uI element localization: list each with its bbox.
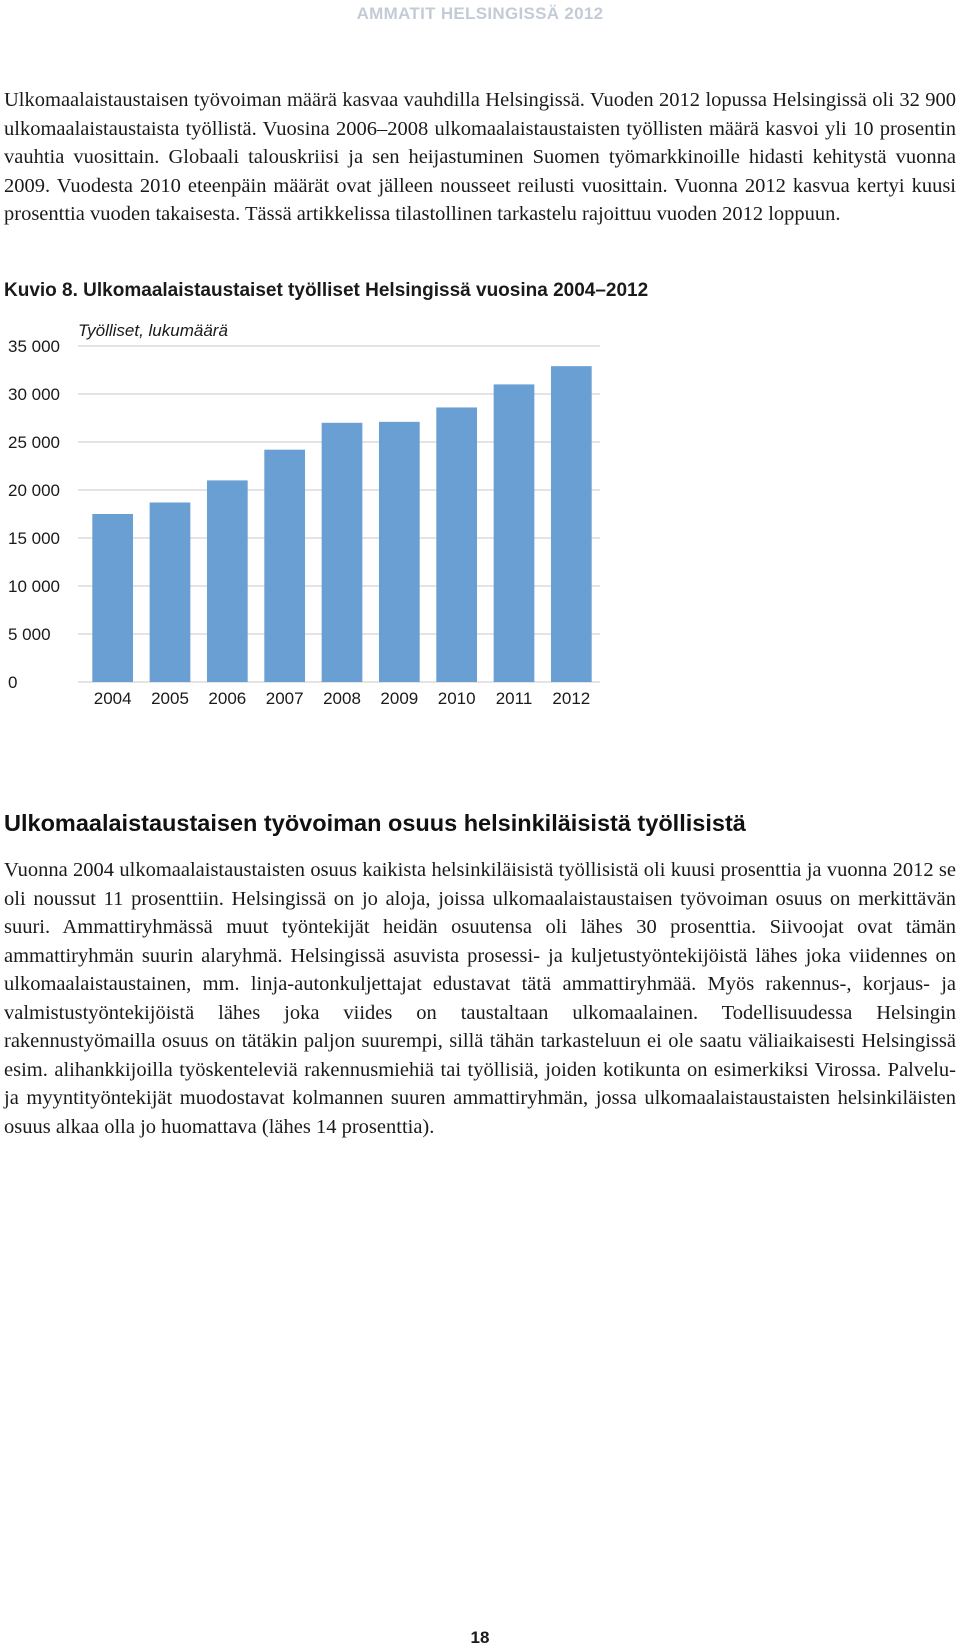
chart-y-tick-label: 15 000 xyxy=(8,529,60,548)
chart-y-tick-label: 25 000 xyxy=(8,433,60,452)
chart-x-tick-label: 2007 xyxy=(265,689,304,708)
page-number: 18 xyxy=(470,1628,490,1647)
chart-y-tick-label: 30 000 xyxy=(8,385,60,404)
chart-y-tick-label: 5 000 xyxy=(8,625,51,644)
bar-chart xyxy=(0,316,640,736)
chart-bar xyxy=(551,366,592,682)
chart-bar xyxy=(322,423,363,682)
chart-x-tick-label: 2012 xyxy=(552,689,591,708)
chart-x-tick-labels xyxy=(94,689,590,708)
chart-y-tick-labels xyxy=(8,337,60,692)
running-header: AMMATIT HELSINGISSÄ 2012 xyxy=(356,4,604,23)
figure-caption: Kuvio 8. Ulkomaalaistaustaiset työlliset Helsingissä vuosina 2004–2012 xyxy=(4,280,649,301)
chart-x-tick-label: 2010 xyxy=(437,689,476,708)
chart-bar xyxy=(207,480,248,682)
chart-bar xyxy=(92,514,133,682)
chart-bar xyxy=(150,502,191,682)
chart-x-tick-label: 2011 xyxy=(495,689,533,708)
section-heading: Ulkomaalaistaustaisen työvoiman osuus helsinkiläisistä työllisistä xyxy=(4,810,746,836)
chart-x-tick-label: 2008 xyxy=(323,689,361,708)
chart-y-tick-label: 20 000 xyxy=(8,481,60,500)
chart-bar xyxy=(379,422,420,682)
chart-y-tick-label: 0 xyxy=(8,673,18,692)
chart-y-tick-label: 10 000 xyxy=(8,577,60,596)
chart-y-axis-label: Työlliset, lukumäärä xyxy=(78,321,228,340)
chart-bar xyxy=(264,450,305,682)
chart-x-tick-label: 2004 xyxy=(93,689,132,708)
body-paragraph: Vuonna 2004 ulkomaalaistaustaisten osuus kaikista helsinkiläisistä työllisistä oli kuusi prosenttia ja vuonna 2012 se oli noussut 11 prosenttiin. Helsingissä on jo aloja, joissa ulkomaalaistaustaisen työvoiman osuus on merkittävän suuri. Ammattiryhmässä muut työntekijät heidän osuutensa oli lähes 30 prosenttia. Siivoojat ovat tämän ammattiryhmän suurin alaryhmä. Helsingissä asuvista prosessi- ja kuljetustyöntekijöistä lähes joka viidennes on ulkomaalaistaustainen, mm. linja-autonkuljettajat edustavat tätä ammattiryhmää. Myös rakennus-, korjaus- ja valmistustyöntekijöistä lähes joka viides on taustaltaan ulkomaalainen. Todellisuudessa Helsingin rakennustyömailla osuus on tätäkin paljon suurempi, sillä tähän tarkasteluun ei ole saatu väliaikaisesti Helsingissä esim. alihankkijoilla työskenteleviä rakennusmiehiä tai työllisiä, joiden kotikunta on esimerkiksi Virossa. Palvelu- ja myyntityöntekijät muodostavat kolmannen suuren ammattiryhmän, jossa ulkomaalaistaustaisten helsinkiläisten osuus alkaa olla jo huomattava (lähes 14 prosenttia). xyxy=(4,859,956,1138)
chart-bar xyxy=(436,407,477,682)
chart-x-tick-label: 2009 xyxy=(380,689,419,708)
chart-y-tick-label: 35 000 xyxy=(8,337,60,356)
chart-bar xyxy=(494,384,535,682)
chart-x-tick-label: 2006 xyxy=(208,689,247,708)
intro-paragraph: Ulkomaalaistaustaisen työvoiman määrä kasvaa vauhdilla Helsingissä. Vuoden 2012 lopussa Helsingissä oli 32 900 ulkomaalaistaustaista työllistä. Vuosina 2006–2008 ulkomaalaistaustaisten työllisten määrä kasvoi yli 10 prosentin vauhtia vuosittain. Globaali talouskriisi ja sen heijastuminen Suomen työmarkkinoille hidasti kehitystä vuonna 2009. Vuodesta 2010 eteenpäin määrät ovat jälleen nousseet reilusti vuosittain. Vuonna 2012 kasvua kertyi kuusi prosenttia vuoden takaisesta. Tässä artikkelissa tilastollinen tarkastelu rajoittuu vuoden 2012 loppuun. xyxy=(4,89,956,225)
chart-bars xyxy=(92,366,591,682)
chart-x-tick-label: 2005 xyxy=(151,689,189,708)
